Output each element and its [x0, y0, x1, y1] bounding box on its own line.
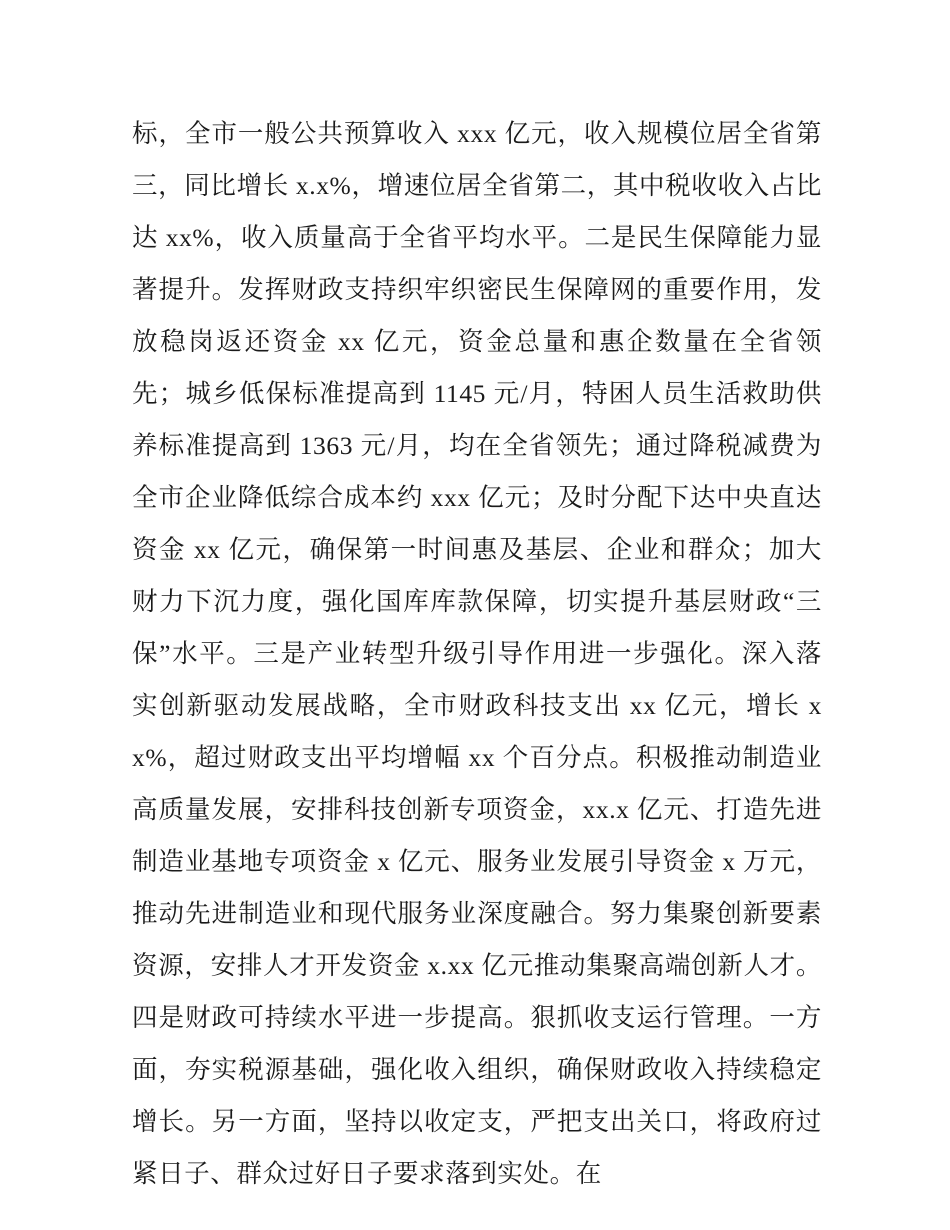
document-text-body: [132, 108, 822, 1200]
document-paragraph: 标，全市一般公共预算收入 xxx 亿元，收入规模位居全省第三，同比增长 x.x%，增速位居全省第二，其中税收收入占比达 xx%，收入质量高于全省平均水平。二是民生保障能力显著提升。发挥财政支持织牢织密民生保障网的重要作用，发放稳岗返还资金 xx 亿元，资金总量和惠企数量在全省领先；城乡低保标准提高到 1145 元/月，特困人员生活救助供养标准提高到 1363 元/月，均在全省领先；通过降税减费为全市企业降低综合成本约 xxx 亿元；及时分配下达中央直达资金 xx 亿元，确保第一时间惠及基层、企业和群众；加大财力下沉力度，强化国库库款保障，切实提升基层财政“三保”水平。三是产业转型升级引导作用进一步强化。深入落实创新驱动发展战略，全市财政科技支出 xx 亿元，增长 xx%，超过财政支出平均增幅 xx 个百分点。积极推动制造业高质量发展，安排科技创新专项资金，xx.x 亿元、打造先进制造业基地专项资金 x 亿元、服务业发展引导资金 x 万元，推动先进制造业和现代服务业深度融合。努力集聚创新要素资源，安排人才开发资金 x.xx 亿元推动集聚高端创新人才。四是财政可持续水平进一步提高。狠抓收支运行管理。一方面，夯实税源基础，强化收入组织，确保财政收入持续稳定增长。另一方面，坚持以收定支，严把支出关口，将政府过紧日子、群众过好日子要求落到实处。在: [132, 119, 822, 1188]
